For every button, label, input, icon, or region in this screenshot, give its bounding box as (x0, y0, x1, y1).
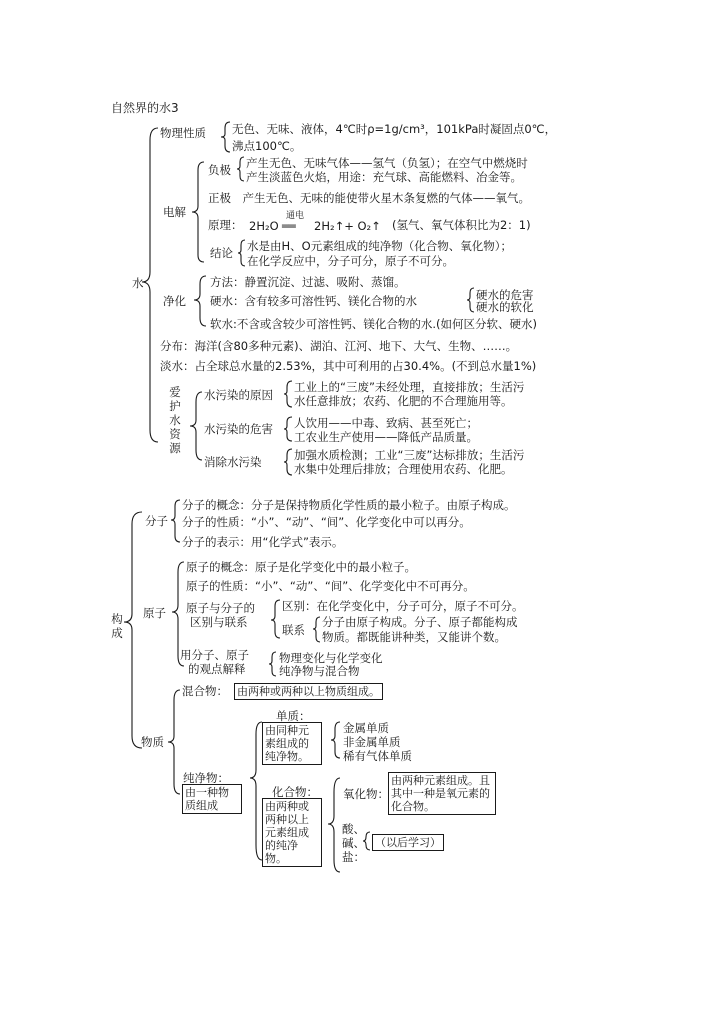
compound-definition-box: 由两种或两种以上元素组成的纯净物。 (262, 798, 322, 867)
principle-label: 原理： (208, 218, 243, 232)
conclusion-line2: 在化学反应中，分子可分，原子不可分。 (247, 254, 454, 268)
equation-arrow: ══ (282, 219, 296, 233)
pure-substance-definition-box: 由一种物质组成 (182, 784, 242, 814)
negative-pole-line1: 产生无色、无味气体——氢气（负氢）；在空气中燃烧时 (246, 156, 528, 170)
viewpoint-explain-line1: 物理变化与化学变化 (279, 651, 383, 665)
pollution-removal-label: 消除水污染 (204, 455, 262, 469)
physical-property-line1: 无色、无味、液体，4℃时ρ=1g/cm³，101kPa时凝固点0℃， (232, 122, 557, 136)
positive-pole-line: 正极 产生无色、无味的能使带火星木条复燃的气体——氧气。 (208, 191, 530, 205)
conclusion-label: 结论 (210, 246, 233, 260)
molecule-representation: 分子的表示：用“化学式”表示。 (182, 535, 344, 549)
element-type-noble-gas: 稀有气体单质 (343, 749, 412, 763)
water-root-label: 水 (132, 276, 144, 290)
viewpoint-explain-line2: 纯净物与混合物 (279, 664, 360, 678)
atom-molecule-link-label: 联系 (282, 623, 305, 637)
viewpoint-explain-label2: 的观点解释 (188, 662, 246, 676)
pollution-harm-line2: 工农业生产使用——降低产品质量。 (294, 430, 478, 444)
equation-note: (氢气、氧气体积比为2：1) (392, 218, 531, 232)
conclusion-line1: 水是由H、O元素组成的纯净物（化合物、氧化物）； (247, 239, 512, 253)
pollution-removal-line2: 水集中处理后排放；合理使用农药、化肥。 (294, 462, 513, 476)
hard-water-harm: 硬水的危害 (476, 288, 534, 302)
fresh-water: 淡水：占全球总水量的2.53%，其中可利用的占30.4%。(不到总水量1%) (160, 359, 537, 373)
atom-molecule-link-line2: 物质。都既能讲种类，又能讲个数。 (322, 630, 506, 644)
soft-water-definition: 软水:不含或含较少可溶性钙、镁化合物的水.(如何区分软、硬水) (210, 317, 537, 331)
viewpoint-explain-label1: 用分子、原子 (180, 648, 249, 662)
learn-later-box: （以后学习） (372, 834, 444, 851)
atom-molecule-relation-label1: 原子与分子的 (186, 601, 255, 615)
atom-concept: 原子的概念：原子是化学变化中的最小粒子。 (186, 560, 416, 574)
molecule-property: 分子的性质：“小”、“动”、“间”、化学变化中可以再分。 (182, 515, 471, 529)
equation-right: 2H₂↑+ O₂↑ (314, 219, 381, 233)
composition-root-label: 构成 (111, 612, 123, 640)
acid-base-salt-label: 酸、碱、盐： (342, 822, 365, 864)
element-substance-label: 单质： (276, 709, 311, 723)
atom-property: 原子的性质：“小”、“动”、“间”、化学变化中不可再分。 (186, 579, 475, 593)
oxide-definition-box: 由两种元素组成。且其中一种是氧元素的化合物。 (388, 772, 496, 815)
atom-molecule-link-line1: 分子由原子构成。分子、原子都能构成 (322, 615, 518, 629)
purification-method: 方法：静置沉淀、过滤、吸附、蒸馏。 (210, 275, 406, 289)
equation-condition: 通电 (286, 211, 305, 221)
water-distribution: 分布：海洋(含80多种元素)、湖泊、江河、地下、大气、生物、……。 (160, 339, 518, 353)
compound-label: 化合物： (272, 785, 318, 799)
physical-property-line2: 沸点100℃。 (232, 139, 302, 153)
negative-pole-label: 负极 (208, 163, 231, 177)
equation-left: 2H₂O (249, 219, 279, 233)
mixture-definition-box: 由两种或两种以上物质组成。 (234, 683, 383, 700)
negative-pole-line2: 产生淡蓝色火焰，用途：充气球、高能燃料、冶金等。 (246, 170, 522, 184)
page-title: 自然界的水3 (111, 101, 179, 115)
electrolysis-label: 电解 (163, 205, 186, 219)
substance-label: 物质 (141, 735, 164, 749)
hard-water-definition: 硬水：含有较多可溶性钙、镁化合物的水 (210, 294, 417, 308)
element-substance-definition-box: 由同种元素组成的纯净物。 (262, 722, 322, 765)
hard-water-softening: 硬水的软化 (476, 300, 534, 314)
mixture-label: 混合物： (182, 684, 228, 698)
atom-molecule-difference: 区别：在化学变化中，分子可分，原子不可分。 (282, 599, 524, 613)
element-type-nonmetal: 非金属单质 (343, 735, 401, 749)
pollution-removal-line1: 加强水质检测；工业“三废”达标排放；生活污 (294, 448, 525, 462)
oxide-label: 氧化物： (343, 787, 389, 801)
atom-molecule-relation-label2: 区别与联系 (190, 615, 248, 629)
pollution-harm-line1: 人饮用——中毒、致病、甚至死亡； (294, 416, 478, 430)
physical-property-label: 物理性质 (160, 126, 206, 140)
pollution-cause-line1: 工业上的“三废”未经处理，直接排放；生活污 (294, 380, 525, 394)
protect-water-label: 爱护水资源 (169, 385, 181, 455)
element-type-metal: 金属单质 (343, 721, 389, 735)
pollution-harm-label: 水污染的危害 (204, 422, 273, 436)
pollution-cause-label: 水污染的原因 (204, 388, 273, 402)
atom-label: 原子 (143, 606, 166, 620)
purification-label: 净化 (163, 294, 186, 308)
molecule-label: 分子 (145, 514, 168, 528)
molecule-concept: 分子的概念：分子是保持物质化学性质的最小粒子。由原子构成。 (182, 498, 516, 512)
pure-substance-label: 纯净物： (183, 771, 229, 785)
pollution-cause-line2: 水任意排放；农药、化肥的不合理施用等。 (294, 394, 513, 408)
